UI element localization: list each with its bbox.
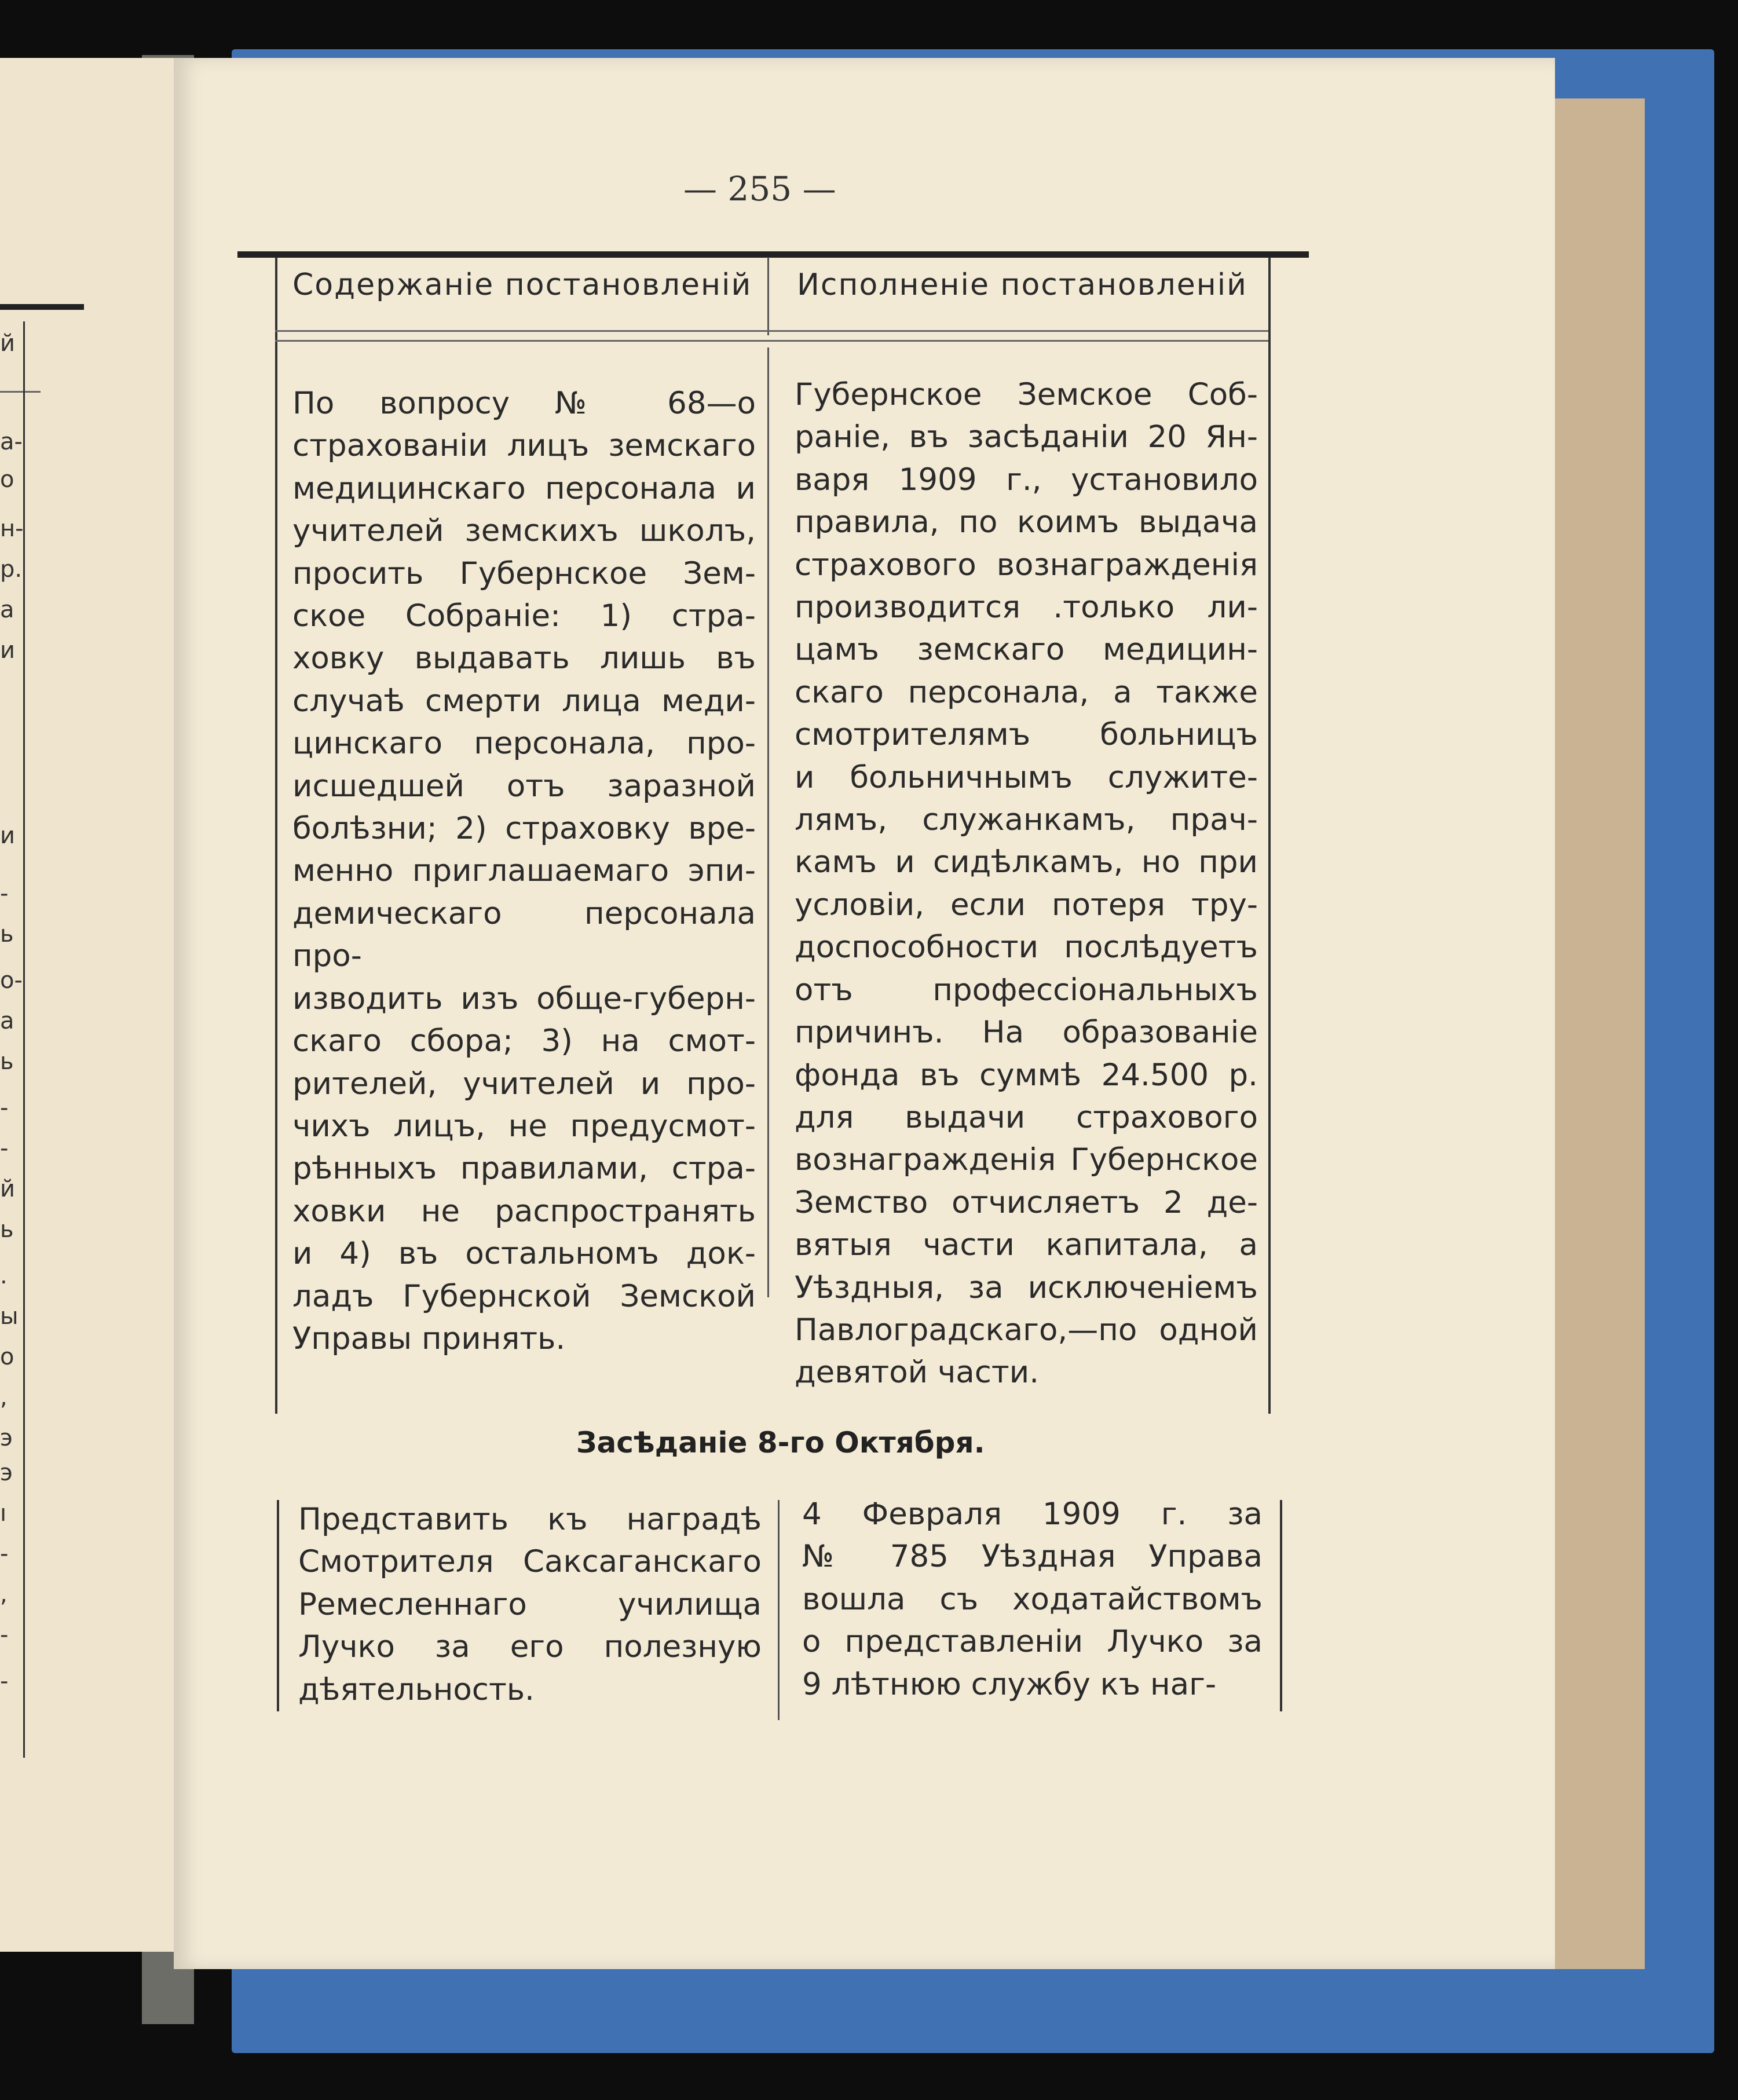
execution-line: вятыя части капитала, а xyxy=(795,1227,1258,1263)
section-execution-line: вошла съ ходатайствомъ xyxy=(802,1581,1263,1617)
section-decision-line: дѣятельность. xyxy=(298,1671,535,1707)
left-page-fragment: - xyxy=(0,1622,9,1648)
section-execution-text xyxy=(802,1493,1263,1706)
table-header-right: Исполненіе постановленій xyxy=(797,268,1247,302)
decision-line: Управы принять. xyxy=(292,1320,566,1356)
left-page-fragment: ь xyxy=(0,921,14,947)
left-page-fragment: о xyxy=(0,1344,14,1370)
header-double-rule xyxy=(275,330,1268,342)
left-page-fragment: а xyxy=(0,597,14,623)
decision-line: ское Собраніе: 1) стра- xyxy=(292,598,756,634)
execution-line: причинъ. На образованіе xyxy=(795,1015,1258,1051)
left-page-fragment: а xyxy=(0,1008,14,1034)
left-page xyxy=(0,58,174,1952)
execution-line: Уѣздныя, за исключеніемъ xyxy=(795,1269,1258,1305)
decision-line: медицинскаго персонала и xyxy=(292,470,756,506)
left-page-fragment: - xyxy=(0,880,9,907)
execution-line: цамъ земскаго медицин- xyxy=(795,632,1258,668)
decision-line: рѣнныхъ правилами, стра- xyxy=(292,1151,756,1187)
left-page-fragments xyxy=(0,58,35,1952)
left-page-fragment: - xyxy=(0,1541,9,1567)
execution-line: раніе, въ засѣданіи 20 Ян- xyxy=(795,419,1258,455)
section-decision-line: Смотрителя Саксаганскаго xyxy=(298,1544,762,1580)
decision-text-column xyxy=(292,382,756,1360)
left-page-fragment: а- xyxy=(0,429,23,455)
execution-line: доспособности послѣдуетъ xyxy=(795,930,1258,965)
execution-line: лямъ, служанкамъ, прач- xyxy=(795,802,1258,838)
execution-line: для выдачи страхового xyxy=(795,1099,1258,1135)
left-page-fragment: й xyxy=(0,1176,15,1202)
section-decision-line: Лучко за его полезную xyxy=(298,1629,762,1665)
execution-line: варя 1909 г., установило xyxy=(795,462,1258,497)
decision-line: цинскаго персонала, про- xyxy=(292,726,756,762)
decision-line: скаго сбора; 3) на смот- xyxy=(292,1023,756,1059)
left-page-fragment: - xyxy=(0,1095,9,1121)
left-page-fragment: р. xyxy=(0,556,23,583)
left-page-fragment: и xyxy=(0,637,15,664)
execution-line: фонда въ суммѣ 24.500 р. xyxy=(795,1057,1258,1093)
section-decision-text xyxy=(298,1498,762,1711)
decision-line: рителей, учителей и про- xyxy=(292,1066,756,1102)
execution-line: Земство отчисляетъ 2 де- xyxy=(795,1184,1258,1220)
left-page-fragment: о xyxy=(0,466,14,493)
section-execution-line: 4 Февраля 1909 г. за xyxy=(802,1497,1263,1532)
decision-line: случаѣ смерти лица меди- xyxy=(292,683,756,719)
section-decision-line: Представить къ наградѣ xyxy=(298,1502,762,1537)
decision-line: ладъ Губернской Земской xyxy=(292,1278,756,1314)
decision-line: менно приглашаемаго эпи- xyxy=(292,853,756,889)
decision-line: ховки не распространять xyxy=(292,1193,756,1229)
left-page-fragment: , xyxy=(0,1581,8,1608)
decision-line: ховку выдавать лишь въ xyxy=(292,641,756,676)
left-page-fragment: , xyxy=(0,1384,8,1411)
execution-line: девятой части. xyxy=(795,1355,1040,1391)
execution-line: условіи, если потеря тру- xyxy=(795,887,1258,923)
section-right-border xyxy=(1280,1500,1282,1711)
page-number: — 255 — xyxy=(683,169,836,208)
section-heading: Засѣданіе 8-го Октября. xyxy=(576,1426,985,1459)
execution-line: правила, по коимъ выдача xyxy=(795,504,1258,540)
execution-line: отъ профессіональныхъ xyxy=(795,972,1258,1008)
left-page-fragment: - xyxy=(0,1135,9,1162)
section-decision-line: Ремесленнаго училища xyxy=(298,1586,762,1622)
section-left-border xyxy=(277,1500,279,1711)
section-execution-line: о представленіи Лучко за xyxy=(802,1624,1263,1660)
left-page-fragment: . xyxy=(0,1263,8,1289)
execution-line: камъ и сидѣлкамъ, но при xyxy=(795,844,1258,880)
execution-line: и больничнымъ служите- xyxy=(795,759,1258,795)
decision-line: По вопросу № 68—о xyxy=(292,386,756,421)
decision-line: просить Губернское Зем- xyxy=(292,555,756,591)
left-page-fragment: ы xyxy=(0,1303,19,1330)
decision-line: болѣзни; 2) страховку вре- xyxy=(292,811,756,847)
left-page-fragment: й xyxy=(0,330,15,357)
left-page-fragment: и xyxy=(0,822,15,849)
left-page-fragment: ь xyxy=(0,1216,14,1243)
section-column-divider xyxy=(778,1500,780,1720)
decision-line: учителей земскихъ школъ, xyxy=(292,513,756,549)
decision-line: изводить изъ обще-губерн- xyxy=(292,981,756,1016)
left-page-fragment: э xyxy=(0,1425,13,1451)
execution-line: вознагражденія Губернское xyxy=(795,1142,1258,1178)
left-page-fragment: н- xyxy=(0,515,24,542)
decision-line: чихъ лицъ, не предусмот- xyxy=(292,1108,756,1144)
decision-line: демическаго персонала про- xyxy=(292,895,756,974)
left-page-fragment: о- xyxy=(0,967,23,994)
body-column-divider xyxy=(767,347,769,1297)
left-page-fragment: ı xyxy=(0,1500,7,1527)
table-header-left: Содержаніе постановленій xyxy=(292,268,752,302)
execution-line: смотрителямъ больницъ xyxy=(795,717,1258,753)
decision-line: и 4) въ остальномъ док- xyxy=(292,1236,756,1272)
execution-text-column xyxy=(795,374,1258,1394)
left-page-fragment: - xyxy=(0,1668,9,1695)
section-execution-line: № 785 Уѣздная Управа xyxy=(802,1539,1263,1575)
decision-line: исшедшей отъ заразной xyxy=(292,768,756,804)
execution-line: скаго персонала, а также xyxy=(795,674,1258,710)
execution-line: производится .только ли- xyxy=(795,590,1258,625)
execution-line: Павлоградскаго,—по одной xyxy=(795,1312,1258,1348)
execution-line: страхового вознагражденія xyxy=(795,547,1258,583)
decision-line: страхованіи лицъ земскаго xyxy=(292,428,756,464)
execution-line: Губернское Земское Соб- xyxy=(795,377,1258,412)
left-page-fragment: э xyxy=(0,1459,13,1486)
section-execution-line: 9 лѣтнюю службу къ наг- xyxy=(802,1666,1217,1702)
header-column-divider xyxy=(767,257,769,335)
left-page-fragment: ь xyxy=(0,1048,14,1075)
